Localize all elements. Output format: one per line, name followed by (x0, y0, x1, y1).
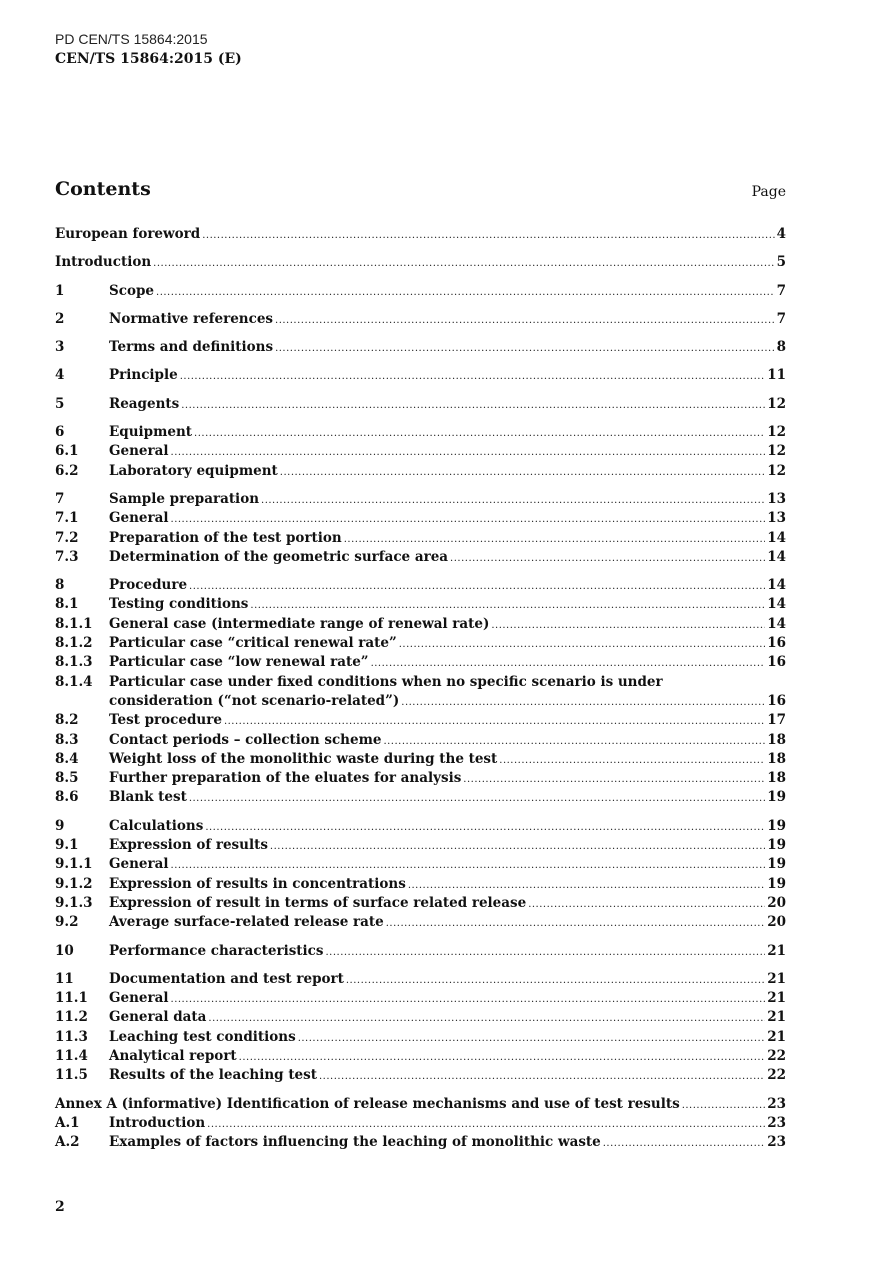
toc-entry-number: 6.1 (55, 443, 79, 460)
dot-leader (408, 876, 765, 895)
toc-entry-page: 5 (776, 254, 786, 271)
toc-entry-page: 19 (767, 817, 786, 834)
toc-entry[interactable] (55, 894, 786, 913)
toc-entry-title: Expression of results (109, 837, 268, 854)
toc-entry-number: 7.1 (55, 510, 79, 527)
dot-leader (399, 635, 765, 654)
toc-entry-title: Reagents (109, 395, 180, 412)
dot-leader (261, 491, 765, 510)
dot-leader (171, 443, 766, 462)
toc-entry-number: 8 (55, 577, 65, 594)
toc-entry-title: Contact periods – collection scheme (109, 731, 382, 748)
toc-entry-page: 12 (767, 462, 786, 479)
toc-entry[interactable] (55, 769, 786, 788)
dot-leader (346, 971, 765, 990)
toc-entry-title: European foreword (55, 226, 201, 242)
toc-entry-number: 8.1.4 (55, 673, 93, 690)
toc-entry-title: General (109, 443, 169, 460)
toc-entry-title: Terms and definitions (109, 339, 274, 356)
page-column-label: Page (751, 184, 786, 200)
toc-entry[interactable] (55, 1066, 786, 1085)
toc-entry[interactable] (55, 970, 786, 989)
toc-entry-number: 8.6 (55, 789, 79, 806)
toc-entry[interactable] (55, 462, 786, 481)
toc-entry-title: Annex A (informative) Identification of release mechanisms and use of test results (55, 1095, 680, 1112)
toc-entry[interactable] (55, 442, 786, 461)
toc-entry-number: 7.2 (55, 529, 79, 546)
dot-leader (325, 943, 765, 962)
toc-entry-title: Results of the leaching test (109, 1067, 317, 1084)
dot-leader (153, 254, 774, 273)
toc-entry-number: 11.4 (55, 1047, 88, 1064)
toc-entry[interactable] (55, 913, 786, 932)
toc-entry-page: 12 (767, 395, 786, 412)
dot-leader (180, 367, 765, 386)
toc-entry[interactable] (55, 253, 786, 272)
toc-entry[interactable] (55, 595, 786, 614)
toc-entry[interactable] (55, 673, 786, 692)
toc-entry-number: 8.4 (55, 750, 79, 767)
toc-entry-number: 5 (55, 395, 65, 412)
dot-leader (528, 895, 765, 914)
toc-entry-title: Introduction (109, 1114, 206, 1131)
dot-leader (171, 990, 766, 1009)
page-number: 2 (55, 1199, 65, 1215)
toc-entry-title: Performance characteristics (109, 942, 324, 959)
dot-leader (207, 1115, 765, 1134)
toc-entry-page: 22 (767, 1067, 786, 1084)
page-title: Contents (55, 178, 151, 200)
dot-leader (275, 311, 775, 330)
toc-entry-page: 21 (767, 1009, 786, 1026)
toc-entry-title: General (109, 510, 169, 527)
dot-leader (401, 693, 765, 712)
dot-leader (208, 1009, 765, 1028)
toc-entry-number: 9.1.2 (55, 875, 93, 892)
toc-entry-number: 9.2 (55, 914, 79, 931)
toc-entry-title: Blank test (109, 789, 187, 806)
toc-entry-title: Particular case under fixed conditions when no specific scenario is under (109, 673, 663, 690)
toc-entry-title: Introduction (55, 254, 152, 271)
toc-entry-number: 11.1 (55, 990, 88, 1007)
toc-entry[interactable] (55, 1114, 786, 1133)
toc-entry[interactable] (55, 1028, 786, 1047)
toc-entry[interactable] (55, 788, 786, 807)
toc-entry-title: Procedure (109, 577, 188, 594)
toc-entry[interactable] (55, 989, 786, 1008)
toc-entry[interactable] (55, 750, 786, 769)
toc-entry-title: Weight loss of the monolithic waste during the test (109, 750, 498, 767)
dot-leader (383, 732, 765, 751)
toc-entry[interactable] (55, 692, 786, 711)
dot-leader (171, 856, 766, 875)
toc-entry-number: 8.1.2 (55, 635, 93, 652)
document-id-header: PD CEN/TS 15864:2015 (55, 31, 208, 47)
toc-entry[interactable] (55, 423, 786, 442)
toc-entry-title: Laboratory equipment (109, 462, 278, 479)
toc-entry-page: 21 (767, 942, 786, 959)
toc-entry-number: 8.1.1 (55, 615, 93, 632)
toc-entry-page: 21 (767, 990, 786, 1007)
table-of-contents (55, 225, 786, 1152)
toc-entry-page: 14 (767, 577, 786, 594)
toc-entry-title: Preparation of the test portion (109, 529, 342, 546)
toc-entry-number: 6.2 (55, 462, 79, 479)
toc-entry-page: 14 (767, 596, 786, 613)
toc-entry[interactable] (55, 1008, 786, 1027)
toc-entry-page: 18 (767, 770, 786, 787)
toc-entry-number: 7 (55, 490, 65, 507)
toc-entry-number: 8.1.3 (55, 654, 93, 671)
dot-leader (491, 616, 765, 635)
toc-entry-page: 19 (767, 875, 786, 892)
toc-entry-number: 8.1 (55, 596, 79, 613)
toc-entry-number: 8.5 (55, 770, 79, 787)
toc-entry-title: Equipment (109, 424, 193, 441)
dot-leader (275, 339, 775, 358)
toc-entry-title: Test procedure (109, 712, 222, 729)
toc-entry-number: 2 (55, 310, 65, 327)
toc-entry-number: 8.2 (55, 712, 79, 729)
dot-leader (450, 549, 765, 568)
toc-entry[interactable] (55, 225, 786, 244)
dot-leader (189, 789, 765, 808)
toc-entry-page: 16 (767, 692, 786, 709)
toc-entry[interactable] (55, 711, 786, 730)
toc-entry-page: 8 (776, 339, 786, 356)
dot-leader (205, 818, 765, 837)
toc-entry-page: 7 (776, 282, 786, 299)
toc-entry-number: 9.1.1 (55, 856, 93, 873)
toc-entry-title: General (109, 990, 169, 1007)
toc-entry-title: General data (109, 1009, 207, 1026)
toc-entry-page: 20 (767, 894, 786, 911)
toc-entry-number: 7.3 (55, 548, 79, 565)
dot-leader (250, 596, 765, 615)
toc-entry-number: 11.2 (55, 1009, 88, 1026)
dot-leader (270, 837, 765, 856)
toc-entry[interactable] (55, 1095, 786, 1114)
toc-entry[interactable] (55, 310, 786, 329)
toc-entry-number: 1 (55, 282, 65, 299)
toc-entry-title: Documentation and test report (109, 970, 344, 987)
toc-entry-number: 10 (55, 942, 74, 959)
dot-leader (499, 751, 765, 770)
toc-entry-page: 14 (767, 529, 786, 546)
toc-entry-page: 13 (767, 490, 786, 507)
toc-entry-title: Determination of the geometric surface area (109, 548, 449, 565)
toc-entry[interactable] (55, 338, 786, 357)
toc-entry-number: A.1 (55, 1114, 80, 1131)
toc-entry-title: Expression of result in terms of surface related release (109, 894, 527, 911)
toc-entry-page: 12 (767, 443, 786, 460)
toc-entry-page: 23 (767, 1134, 786, 1151)
toc-entry[interactable] (55, 836, 786, 855)
dot-leader (194, 424, 765, 443)
toc-entry-page: 22 (767, 1047, 786, 1064)
dot-leader (280, 463, 765, 482)
dot-leader (298, 1029, 766, 1048)
dot-leader (156, 283, 775, 302)
toc-entry-number: 8.3 (55, 731, 79, 748)
dot-leader (181, 396, 765, 415)
dot-leader (371, 654, 766, 673)
toc-entry[interactable] (55, 490, 786, 509)
toc-entry-page: 14 (767, 615, 786, 632)
toc-entry-number: 9.1.3 (55, 894, 93, 911)
toc-entry-page: 11 (767, 367, 786, 384)
toc-entry[interactable] (55, 875, 786, 894)
dot-leader (463, 770, 765, 789)
toc-entry-number: 3 (55, 339, 65, 356)
toc-entry-page: 21 (767, 970, 786, 987)
toc-entry-title: consideration (“not scenario-related”) (109, 692, 400, 709)
toc-entry-page: 16 (767, 635, 786, 652)
toc-entry-page: 13 (767, 510, 786, 527)
toc-entry-page: 17 (767, 712, 786, 729)
toc-entry-title: Sample preparation (109, 490, 260, 507)
toc-entry-title: Principle (109, 367, 178, 384)
toc-entry-page: 23 (767, 1095, 786, 1112)
toc-entry-page: 20 (767, 914, 786, 931)
dot-leader (682, 1096, 766, 1115)
toc-entry-page: 21 (767, 1028, 786, 1045)
toc-entry-page: 19 (767, 789, 786, 806)
toc-entry-title: Further preparation of the eluates for analysis (109, 770, 462, 787)
toc-entry[interactable] (55, 576, 786, 595)
toc-entry-page: 19 (767, 856, 786, 873)
toc-entry[interactable] (55, 509, 786, 528)
toc-entry-page: 7 (776, 310, 786, 327)
toc-entry-title: Testing conditions (109, 596, 249, 613)
toc-entry[interactable] (55, 1133, 786, 1152)
toc-entry-number: 11 (55, 970, 74, 987)
toc-entry-number: 11.3 (55, 1028, 88, 1045)
toc-entry[interactable] (55, 529, 786, 548)
toc-entry-number: 11.5 (55, 1067, 88, 1084)
standard-id-header: CEN/TS 15864:2015 (E) (55, 51, 242, 67)
toc-entry-page: 18 (767, 750, 786, 767)
toc-entry[interactable] (55, 942, 786, 961)
toc-entry-title: Leaching test conditions (109, 1028, 296, 1045)
toc-entry[interactable] (55, 548, 786, 567)
toc-entry-title: Normative references (109, 310, 274, 327)
toc-entry-page: 18 (767, 731, 786, 748)
toc-entry[interactable] (55, 282, 786, 301)
toc-entry[interactable] (55, 731, 786, 750)
dot-leader (202, 226, 774, 245)
toc-entry-title: Examples of factors influencing the leaching of monolithic waste (109, 1134, 601, 1151)
toc-entry-page: 19 (767, 837, 786, 854)
toc-entry-number: 4 (55, 367, 65, 384)
toc-entry-title: Analytical report (109, 1047, 237, 1064)
dot-leader (603, 1134, 765, 1153)
toc-entry-title: General (109, 856, 169, 873)
toc-entry-page: 12 (767, 424, 786, 441)
dot-leader (224, 712, 765, 731)
toc-entry-title: Particular case “critical renewal rate” (109, 635, 397, 652)
dot-leader (239, 1048, 766, 1067)
toc-entry-title: Average surface-related release rate (109, 914, 384, 931)
toc-entry[interactable] (55, 366, 786, 385)
toc-entry[interactable] (55, 653, 786, 672)
toc-entry-title: Calculations (109, 817, 204, 834)
toc-entry[interactable] (55, 615, 786, 634)
toc-entry-page: 16 (767, 654, 786, 671)
toc-entry-title: Particular case “low renewal rate” (109, 654, 369, 671)
toc-entry-number: 9.1 (55, 837, 79, 854)
toc-entry-page: 23 (767, 1114, 786, 1131)
toc-entry-title: General case (intermediate range of renewal rate) (109, 615, 490, 632)
toc-entry-page: 4 (776, 226, 786, 242)
toc-entry[interactable] (55, 1047, 786, 1066)
toc-entry-number: 9 (55, 817, 65, 834)
dot-leader (171, 510, 766, 529)
toc-entry[interactable] (55, 817, 786, 836)
toc-entry-number: 6 (55, 424, 65, 441)
toc-entry-title: Scope (109, 282, 155, 299)
dot-leader (386, 914, 765, 933)
toc-entry[interactable] (55, 395, 786, 414)
dot-leader (344, 530, 765, 549)
toc-entry-number: A.2 (55, 1134, 80, 1151)
dot-leader (319, 1067, 765, 1086)
toc-entry[interactable] (55, 634, 786, 653)
toc-entry[interactable] (55, 855, 786, 874)
toc-entry-title: Expression of results in concentrations (109, 875, 406, 892)
dot-leader (189, 577, 765, 596)
toc-entry-page: 14 (767, 548, 786, 565)
